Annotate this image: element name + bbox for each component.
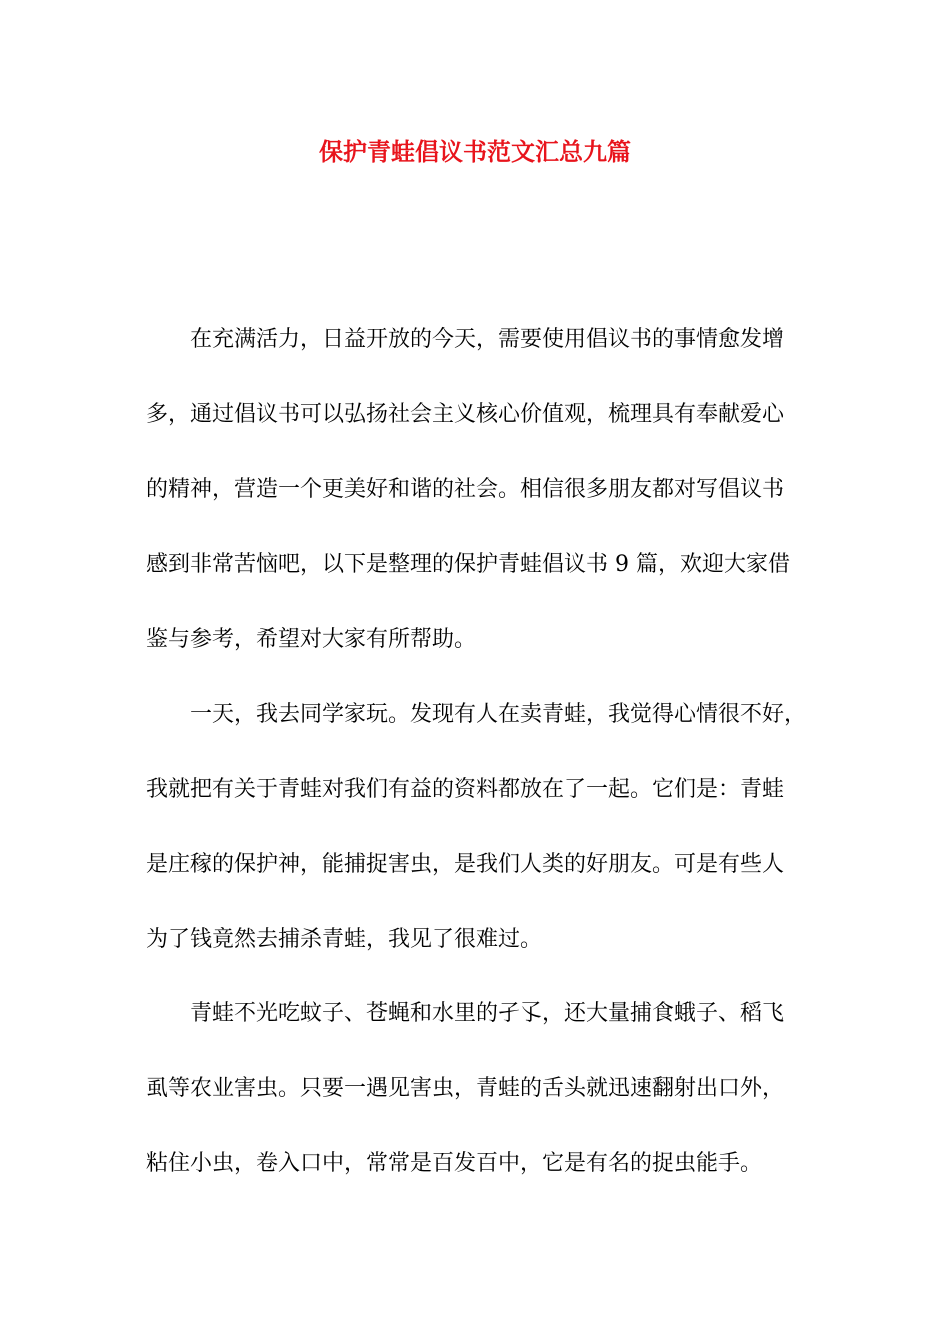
paragraph-1-line-1: 在充满活力，日益开放的今天，需要使用倡议书的事情愈发增 bbox=[190, 327, 785, 352]
paragraph-1-line-5: 鉴与参考，希望对大家有所帮助。 bbox=[146, 627, 477, 652]
document-title: 保护青蛙倡议书范文汇总九篇 bbox=[319, 137, 631, 166]
paragraph-3-line-3: 粘住小虫，卷入口中，常常是百发百中，它是有名的捉虫能手。 bbox=[146, 1151, 763, 1176]
paragraph-1-line-4: 感到非常苦恼吧，以下是整理的保护青蛙倡议书 9 篇，欢迎大家借 bbox=[146, 552, 790, 577]
paragraph-2-line-1: 一天，我去同学家玩。发现有人在卖青蛙，我觉得心情很不好， bbox=[190, 702, 807, 727]
paragraph-2-line-3: 是庄稼的保护神，能捕捉害虫，是我们人类的好朋友。可是有些人 bbox=[146, 852, 785, 877]
paragraph-1-line-2: 多，通过倡议书可以弘扬社会主义核心价值观，梳理具有奉献爱心 bbox=[146, 402, 785, 427]
paragraph-3-line-2: 虱等农业害虫。只要一遇见害虫，青蛙的舌头就迅速翻射出口外， bbox=[146, 1076, 785, 1101]
paragraph-2-line-4: 为了钱竟然去捕杀青蛙，我见了很难过。 bbox=[146, 927, 543, 952]
paragraph-3-line-1: 青蛙不光吃蚊子、苍蝇和水里的孑孓，还大量捕食蛾子、稻飞 bbox=[190, 1001, 785, 1026]
paragraph-2-line-2: 我就把有关于青蛙对我们有益的资料都放在了一起。它们是：青蛙 bbox=[146, 777, 785, 802]
paragraph-1-line-3: 的精神，营造一个更美好和谐的社会。相信很多朋友都对写倡议书 bbox=[146, 477, 785, 502]
